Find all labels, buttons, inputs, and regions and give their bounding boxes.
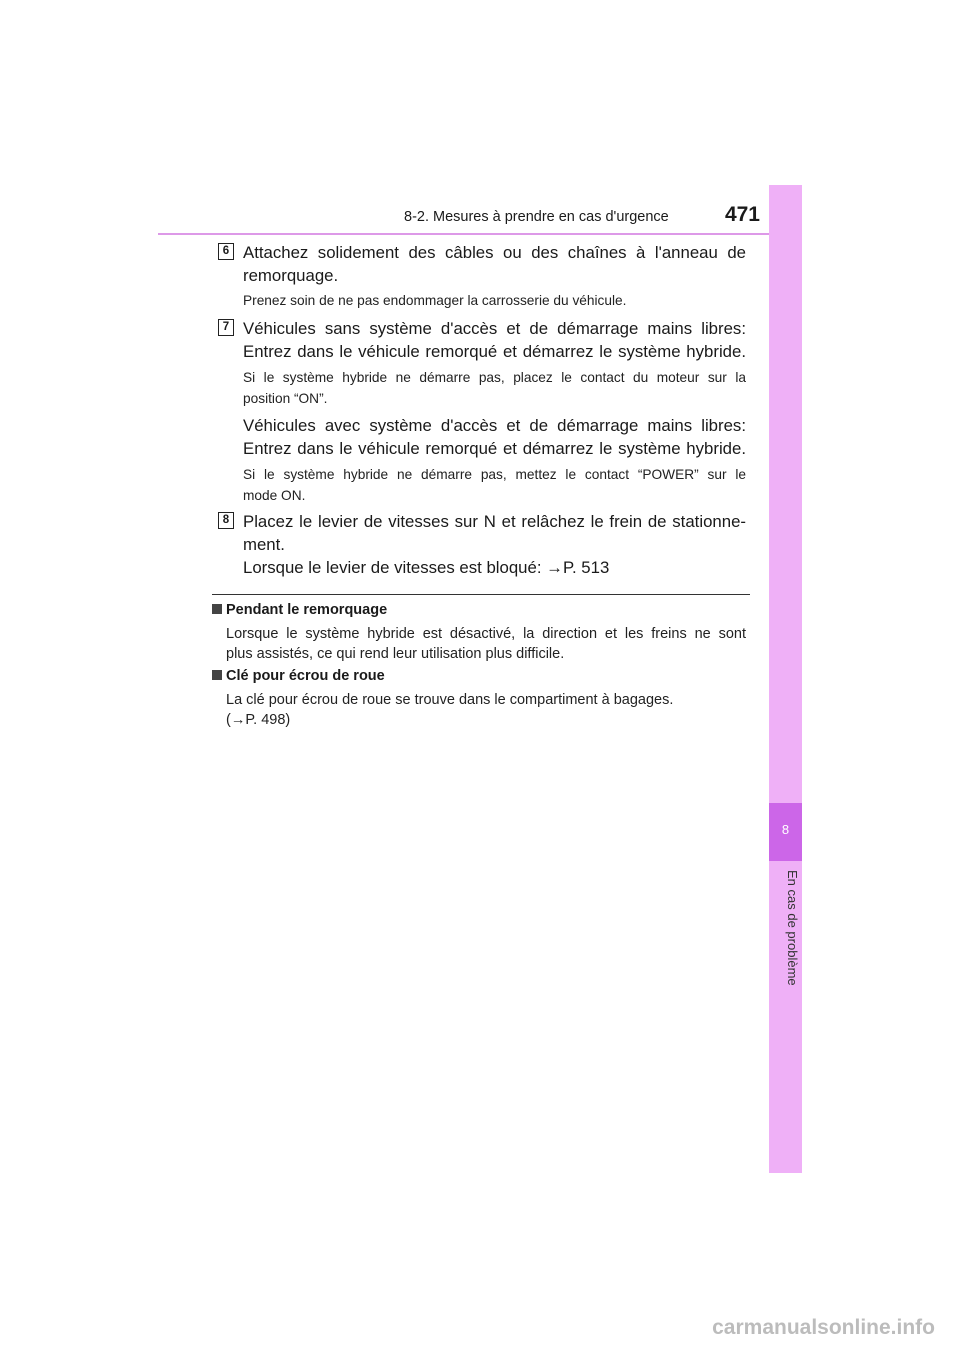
step-7-instruction-with-smart-key: [243, 414, 746, 460]
step-6-line-1: Attachez solidement des câbles ou des chaînes à l'anneau de: [243, 243, 746, 262]
step-7b-note: [243, 464, 746, 506]
step-8-line-2: ment.: [243, 535, 285, 554]
step-7-line-1: Véhicules sans système d'accès et de démarrage mains libres:: [243, 319, 746, 338]
info-towing-line-2: plus assistés, ce qui rend leur utilisation plus difficile.: [226, 646, 565, 662]
page-number: 471: [724, 203, 760, 226]
step-7b-line-1: Véhicules avec système d'accès et de démarrage mains libres:: [243, 416, 746, 435]
step-7b-line-2: Entrez dans le véhicule remorqué et démarrez le système hybride.: [243, 439, 746, 458]
info-heading-towing-text: Pendant le remorquage: [226, 602, 388, 618]
step-8-instruction: [243, 510, 746, 579]
chapter-title: En cas de problème: [785, 870, 800, 986]
section-divider: [212, 594, 750, 595]
square-bullet-icon: [212, 604, 222, 614]
info-text-towing: [226, 624, 746, 664]
step-6-note: [243, 290, 746, 311]
info-wrench-line-1: La clé pour écrou de roue se trouve dans le compartiment à bagages.: [226, 692, 674, 708]
info-heading-towing: [212, 602, 387, 618]
chapter-side-tab: [769, 185, 802, 1173]
step-6-note-line-1: Prenez soin de ne pas endommager la carrosserie du véhicule.: [243, 293, 627, 308]
info-towing-line-1: Lorsque le système hybride est désactivé, la direction et les freins ne sont: [226, 626, 746, 642]
square-bullet-icon: [212, 670, 222, 680]
step-6-line-2: remorquage.: [243, 266, 339, 285]
info-heading-wheel-nut-wrench: [212, 668, 385, 684]
step-7-instruction-without-smart-key: [243, 317, 746, 363]
step-7b-note-line-2: mode ON.: [243, 488, 306, 503]
info-wrench-line-2: (→P. 498): [226, 712, 291, 728]
step-7-note-line-2: position “ON”.: [243, 391, 328, 406]
step-badge-6: 6: [218, 243, 234, 260]
header-rule: [158, 233, 802, 235]
header-section-title: 8-2. Mesures à prendre en cas d'urgence: [404, 209, 669, 225]
step-7-note: [243, 367, 746, 409]
footer-watermark: carmanualsonline.info: [712, 1316, 935, 1339]
step-7b-note-line-1: Si le système hybride ne démarre pas, mettez le contact “POWER” sur le: [243, 467, 746, 482]
step-7-line-2: Entrez dans le véhicule remorqué et démarrez le système hybride.: [243, 342, 746, 361]
step-8-line-1: Placez le levier de vitesses sur N et relâchez le frein de stationne-: [243, 512, 746, 531]
step-8-line-3: Lorsque le levier de vitesses est bloqué: →P. 513: [243, 558, 610, 577]
step-badge-8: 8: [218, 512, 234, 529]
info-heading-wrench-text: Clé pour écrou de roue: [226, 668, 385, 684]
info-text-wheel-nut-wrench: [226, 690, 746, 730]
step-6-instruction: [243, 241, 746, 287]
step-7-note-line-1: Si le système hybride ne démarre pas, placez le contact du moteur sur la: [243, 370, 746, 385]
chapter-number: 8: [781, 822, 790, 837]
step-badge-7: 7: [218, 319, 234, 336]
